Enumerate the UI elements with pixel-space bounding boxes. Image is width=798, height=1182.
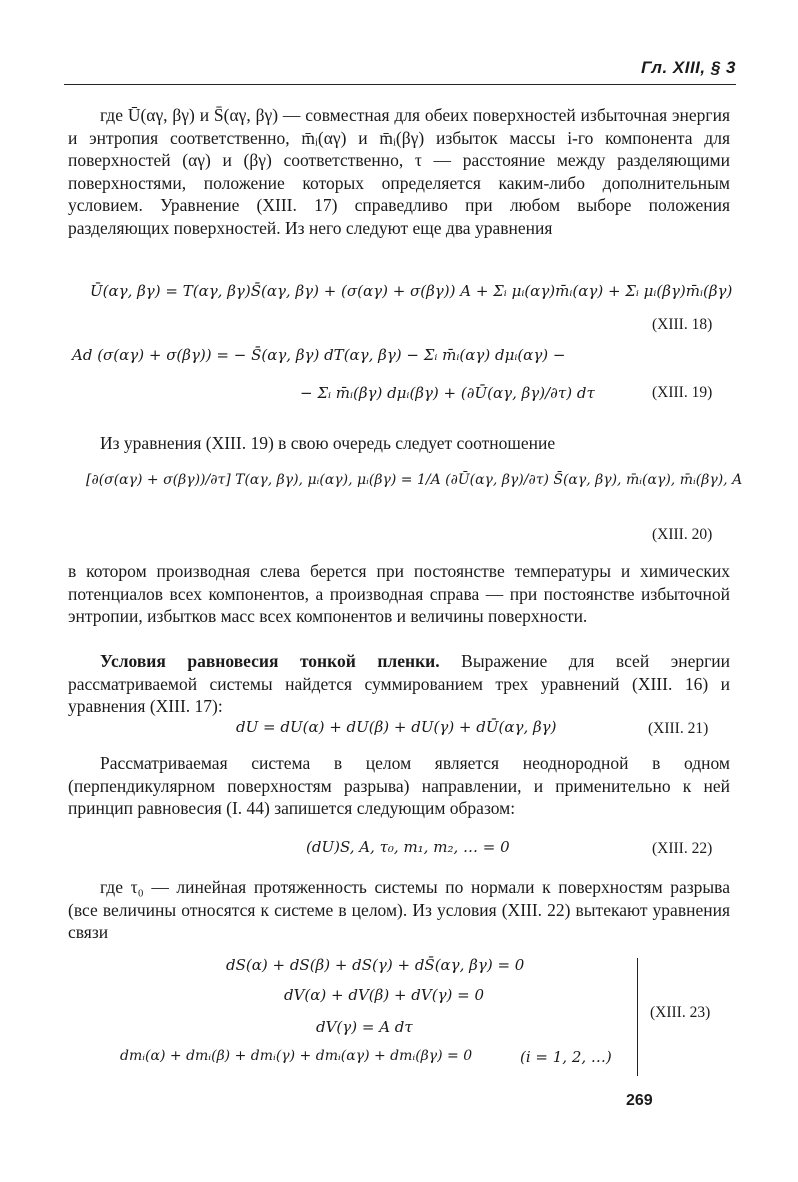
equation-number-22: (XIII. 22) — [652, 840, 713, 857]
paragraph-system — [68, 752, 730, 820]
equation-number-18: (XIII. 18) — [652, 316, 713, 333]
equation-23-brace — [637, 958, 638, 1076]
paragraph-text — [68, 650, 730, 718]
equation-19-line-1: Ad (σ(αγ) + σ(βγ)) = − S̄(αγ, βγ) dT(αγ, βγ) − Σᵢ m̄ᵢ(αγ) dμᵢ(αγ) − — [72, 346, 566, 364]
running-head: Гл. XIII, § 3 — [641, 58, 736, 77]
equation-23-condition: (i = 1, 2, …) — [520, 1048, 612, 1066]
paragraph-derivative — [68, 560, 730, 628]
paragraph-text: Из уравнения (XIII. 19) в свою очередь следует соотношение — [100, 433, 556, 453]
equation-22: (dU)S, A, τ₀, m₁, m₂, … = 0 — [306, 838, 510, 856]
paragraph-text: где τ₀ — линейная протяженность системы по нормали к поверхностям разрыва (все величины относятся к системе в целом). Из условия (XIII. 22) вытекают уравнения связи — [68, 877, 730, 943]
paragraph-constraints — [68, 876, 730, 944]
paragraph-equilibrium — [68, 650, 730, 718]
equation-18: Ū(αγ, βγ) = T(αγ, βγ)S̄(αγ, βγ) + (σ(αγ) + σ(βγ)) A + Σᵢ μᵢ(αγ)m̄ᵢ(αγ) + Σᵢ μᵢ(βγ)m̄ᵢ(βγ) — [90, 282, 733, 300]
equation-number-19: (XIII. 19) — [652, 384, 713, 401]
paragraph-relation — [68, 432, 730, 455]
page-number: 269 — [626, 1092, 653, 1109]
equation-19-line-2: − Σᵢ m̄ᵢ(βγ) dμᵢ(βγ) + (∂Ū(αγ, βγ)/∂τ) dτ — [300, 384, 595, 402]
equation-number-20: (XIII. 20) — [652, 526, 713, 543]
equation-20: [∂(σ(αγ) + σ(βγ))/∂τ] T(αγ, βγ), μᵢ(αγ), μᵢ(βγ) = 1/A (∂Ū(αγ, βγ)/∂τ) S̄(αγ, βγ), m̄ᵢ(αγ), m̄ᵢ(βγ), A — [86, 472, 743, 488]
equation-21: dU = dU(α) + dU(β) + dU(γ) + dŪ(αγ, βγ) — [236, 718, 557, 736]
paragraph-intro — [68, 104, 730, 240]
paragraph-text: где Ū(αγ, βγ) и S̄(αγ, βγ) — совместная для обеих поверхностей избыточная энергия и энтропия соответственно, m̄ᵢ(αγ) и m̄ᵢ(βγ) избыток массы i-го компонента для поверхностей (αγ) и (βγ) соответственно, τ — расстояние между разделяющими поверхностями, положение которых определяется каким-либо дополнительным условием. Уравнение (XIII. 17) справедливо при любом выборе положения разделяющих поверхностей. Из него следуют еще два уравнения — [68, 105, 730, 238]
paragraph-body: Выражение для всей энергии рассматриваемой системы найдется суммированием трех уравнений (XIII. 16) и уравнения (XIII. 17): — [68, 651, 730, 717]
paragraph-text: в котором производная слева берется при постоянстве температуры и химических потенциалов всех компонентов, а производная справа — при постоянстве избыточной энтропии, избытков масс всех компонентов и величины поверхности. — [68, 561, 730, 627]
section-heading: Условия равновесия тонкой пленки. — [100, 651, 440, 671]
equation-23-line-1: dS(α) + dS(β) + dS(γ) + dS̄(αγ, βγ) = 0 — [226, 956, 525, 974]
paragraph-text: Рассматриваемая система в целом является неоднородной в одном (перпендикулярном поверхностям разрыва) направлении, и применительно к ней принцип равновесия (I. 44) запишется следующим образом: — [68, 753, 730, 819]
equation-23-line-4: dmᵢ(α) + dmᵢ(β) + dmᵢ(γ) + dmᵢ(αγ) + dmᵢ(βγ) = 0 — [120, 1048, 473, 1064]
equation-number-23: (XIII. 23) — [650, 1004, 711, 1021]
equation-23-line-3: dV(γ) = A dτ — [316, 1018, 413, 1036]
equation-number-21: (XIII. 21) — [648, 720, 709, 737]
header-rule — [64, 84, 736, 85]
equation-23-line-2: dV(α) + dV(β) + dV(γ) = 0 — [284, 986, 485, 1004]
